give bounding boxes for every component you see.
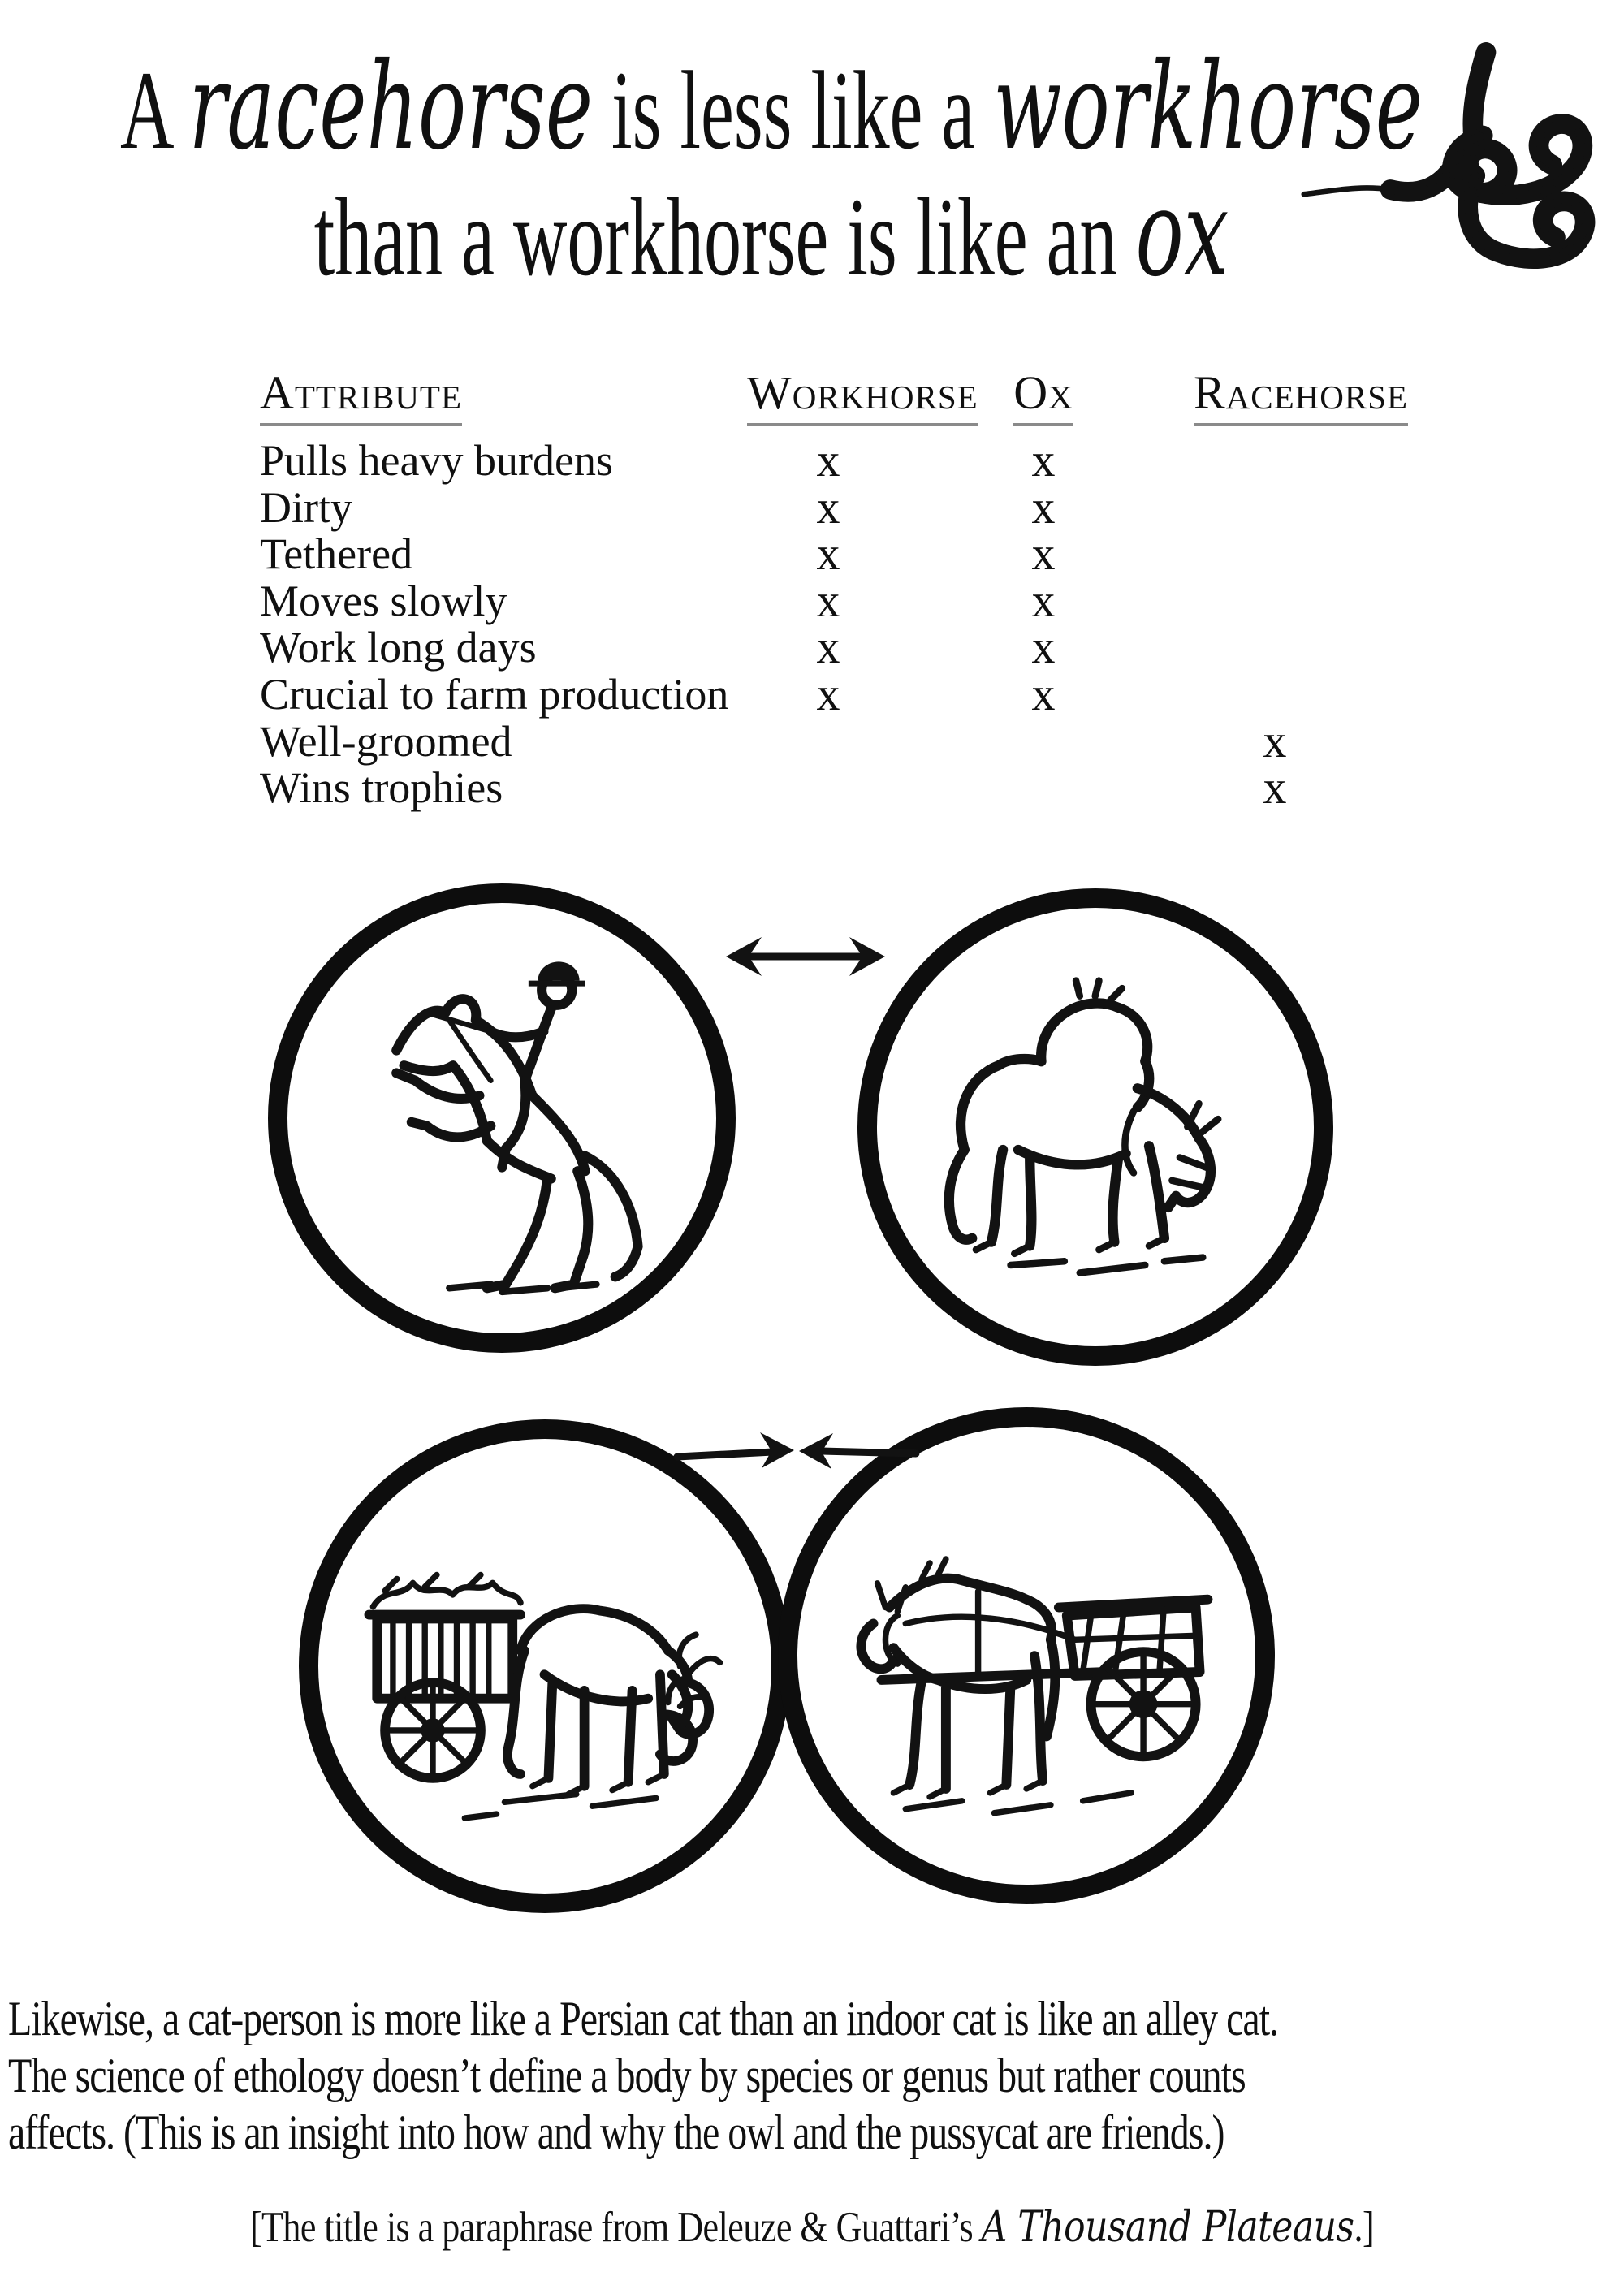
converging-arrows-icon [671,1421,922,1483]
x-mark-ox: x [1031,527,1056,580]
script-word-racehorse: racehorse [188,38,594,177]
title-text: is less like a [593,48,994,172]
x-mark-ox: x [1031,667,1056,720]
comparison-table [260,434,1397,827]
x-mark-workhorse: x [816,574,840,627]
ox-team-hay-wagon-illustration [345,1466,744,1867]
x-mark-workhorse: x [816,481,840,533]
body-paragraph [8,1991,1616,2162]
x-mark-ox: x [1031,574,1056,627]
script-word-workhorse: workhorse [993,38,1423,177]
column-header-attribute: Attribute [260,365,462,426]
x-mark-workhorse: x [816,620,840,673]
table-row [260,434,1397,486]
table-row [260,574,1397,627]
racehorse-with-rider-illustration [313,929,691,1307]
table-row [260,481,1397,533]
x-mark-workhorse: x [816,527,840,580]
title-text: than a workhorse is like an [313,175,1136,299]
attribute-label: Crucial to farm production [260,670,729,719]
attribute-label: Tethered [260,529,413,578]
paragraph-line: affects. (This is an insight into how and why the owl and the pussycat are friends.) [8,2106,1224,2160]
table-row [260,761,1397,814]
attribute-label: Work long days [260,623,537,672]
attribute-label: Well-groomed [260,717,512,766]
column-header-workhorse: Workhorse [747,365,978,426]
rope-knot-illustration [1301,39,1609,356]
attribute-label: Wins trophies [260,763,503,812]
ox-circle [299,1419,791,1913]
racehorse-circle [268,883,736,1353]
x-mark-ox: x [1031,434,1056,486]
table-row [260,620,1397,673]
table-row [260,715,1397,767]
x-mark-racehorse: x [1263,715,1287,767]
attribute-label: Moves slowly [260,577,508,625]
comparison-table-header [260,365,1409,430]
workhorse-with-pack-illustration [903,934,1287,1320]
attribute-label: Dirty [260,483,352,532]
horse-and-cart-illustration [825,1454,1228,1857]
attribution-note [0,2202,1624,2252]
column-header-ox: Ox [1013,365,1073,426]
attribution-text: .] [1354,2203,1375,2251]
x-mark-workhorse: x [816,667,840,720]
x-mark-ox: x [1031,620,1056,673]
title-text: A [120,48,189,172]
workhorse-circle [857,888,1333,1366]
script-word-ox: ox [1135,165,1229,304]
attribution-text: [The title is a paraphrase from Deleuze & Guattari’s [249,2203,982,2251]
x-mark-racehorse: x [1263,761,1287,814]
column-header-racehorse: Racehorse [1194,365,1408,426]
paragraph-line: The science of ethology doesn’t define a body by species or genus but rather counts [8,2049,1246,2103]
double-headed-arrow-icon [708,922,903,991]
x-mark-workhorse: x [816,434,840,486]
paragraph-line: Likewise, a cat-person is more like a Persian cat than an indoor cat is like an alley cat. [8,1992,1279,2046]
x-mark-ox: x [1031,481,1056,533]
cited-work-title: A Thousand Plateaus [981,2202,1354,2253]
attribute-label: Pulls heavy burdens [260,436,613,485]
table-row [260,667,1397,720]
table-row [260,527,1397,580]
